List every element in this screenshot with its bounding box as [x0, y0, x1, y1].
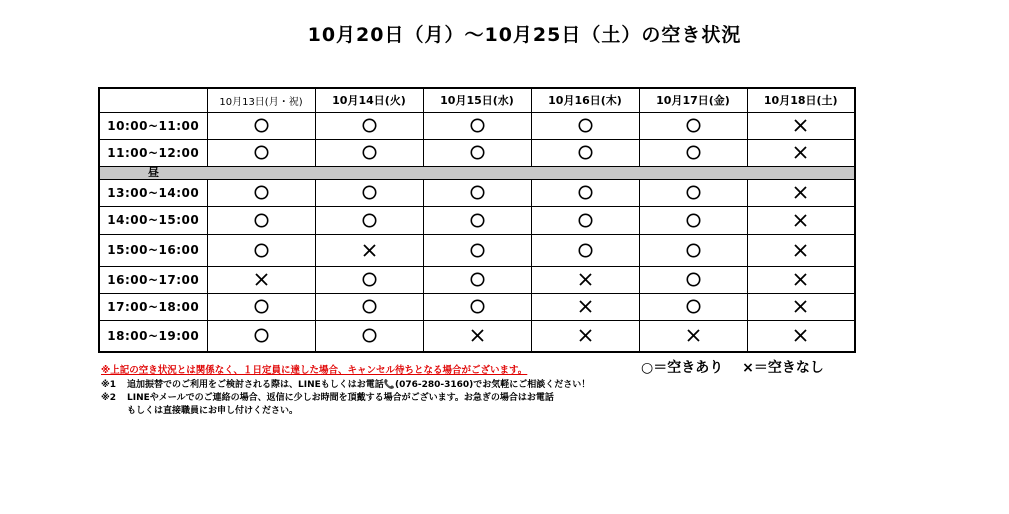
available-mark-icon — [254, 213, 269, 228]
availability-cell — [747, 320, 855, 352]
availability-cell — [747, 266, 855, 293]
availability-cell — [639, 320, 747, 352]
unavailable-mark-icon — [470, 328, 485, 343]
availability-cell — [531, 179, 639, 206]
lunch-break-bar — [207, 166, 855, 179]
availability-cell — [747, 206, 855, 234]
time-slot-row — [99, 293, 855, 320]
availability-cell — [423, 266, 531, 293]
time-slot-row — [99, 179, 855, 206]
page-title: 10月20日（月）～10月25日（土）の空き状況 — [307, 24, 742, 46]
footnote-2-continued: もしくは直接職員にお申し付けください。 — [127, 406, 299, 416]
availability-cell — [531, 234, 639, 266]
availability-table — [98, 87, 856, 353]
unavailable-mark-icon — [793, 118, 808, 133]
legend-full: ×＝空きなし — [742, 360, 824, 376]
available-mark-icon — [686, 272, 701, 287]
available-mark-icon — [470, 299, 485, 314]
availability-cell — [207, 293, 315, 320]
footnote-key: ※2 — [101, 393, 117, 403]
availability-cell — [315, 139, 423, 166]
availability-cell — [531, 139, 639, 166]
availability-cell — [423, 234, 531, 266]
time-slot-label: 14:00~15:00 — [99, 206, 207, 234]
availability-cell — [315, 179, 423, 206]
footnote-key: ※1 — [101, 380, 117, 390]
availability-cell — [315, 206, 423, 234]
time-slot-label: 13:00~14:00 — [99, 179, 207, 206]
available-mark-icon — [686, 185, 701, 200]
availability-cell — [639, 206, 747, 234]
time-slot-row — [99, 266, 855, 293]
unavailable-mark-icon — [793, 243, 808, 258]
time-slot-row — [99, 320, 855, 352]
availability-cell — [639, 179, 747, 206]
time-slot-row — [99, 234, 855, 266]
availability-cell — [423, 139, 531, 166]
available-mark-icon — [470, 243, 485, 258]
availability-cell — [207, 234, 315, 266]
available-mark-icon — [254, 328, 269, 343]
footnote-1 — [101, 379, 590, 392]
header-corner-cell — [99, 88, 207, 112]
day-header: 10月17日(金) — [639, 88, 747, 112]
day-header: 10月15日(水) — [423, 88, 531, 112]
available-mark-icon — [362, 272, 377, 287]
time-slot-label: 15:00~16:00 — [99, 234, 207, 266]
lunch-label: 昼 — [99, 166, 207, 179]
availability-cell — [747, 234, 855, 266]
availability-cell — [315, 112, 423, 139]
availability-cell — [207, 139, 315, 166]
time-slot-label: 16:00~17:00 — [99, 266, 207, 293]
available-mark-icon — [686, 299, 701, 314]
availability-cell — [423, 320, 531, 352]
availability-cell — [639, 112, 747, 139]
availability-cell — [207, 206, 315, 234]
unavailable-mark-icon — [578, 299, 593, 314]
available-mark-icon — [362, 299, 377, 314]
availability-cell — [531, 206, 639, 234]
unavailable-mark-icon — [793, 185, 808, 200]
available-mark-icon — [686, 145, 701, 160]
footnote-2 — [101, 392, 590, 405]
availability-cell — [315, 266, 423, 293]
unavailable-mark-icon — [578, 272, 593, 287]
legend-open: ○＝空きあり — [641, 360, 724, 376]
available-mark-icon — [578, 213, 593, 228]
available-mark-icon — [254, 145, 269, 160]
lunch-break-row — [99, 166, 855, 179]
availability-cell — [531, 266, 639, 293]
availability-cell — [747, 112, 855, 139]
available-mark-icon — [254, 185, 269, 200]
availability-cell — [423, 179, 531, 206]
availability-cell — [531, 112, 639, 139]
unavailable-mark-icon — [578, 328, 593, 343]
available-mark-icon — [578, 243, 593, 258]
availability-cell — [747, 179, 855, 206]
time-slot-row — [99, 206, 855, 234]
available-mark-icon — [362, 328, 377, 343]
unavailable-mark-icon — [362, 243, 377, 258]
legend — [641, 357, 838, 377]
unavailable-mark-icon — [686, 328, 701, 343]
capacity-notice: ※上記の空き状況とは関係なく、１日定員に達した場合、キャンセル待ちとなる場合がございます。 — [101, 365, 528, 376]
unavailable-mark-icon — [793, 272, 808, 287]
availability-cell — [639, 293, 747, 320]
availability-cell — [639, 266, 747, 293]
available-mark-icon — [254, 299, 269, 314]
available-mark-icon — [578, 118, 593, 133]
day-header: 10月13日(月・祝) — [207, 88, 315, 112]
availability-cell — [315, 234, 423, 266]
availability-cell — [207, 179, 315, 206]
available-mark-icon — [686, 243, 701, 258]
footnote-text: 追加振替でのご利用をご検討される際は、LINEもしくはお電話📞(076-280-3160)でお気軽にご相談ください！ — [127, 380, 591, 390]
available-mark-icon — [470, 272, 485, 287]
unavailable-mark-icon — [793, 145, 808, 160]
available-mark-icon — [362, 185, 377, 200]
time-slot-label: 18:00~19:00 — [99, 320, 207, 352]
availability-cell — [639, 139, 747, 166]
availability-cell — [531, 293, 639, 320]
footnotes — [101, 379, 590, 418]
time-slot-label: 17:00~18:00 — [99, 293, 207, 320]
available-mark-icon — [254, 118, 269, 133]
available-mark-icon — [470, 213, 485, 228]
day-header: 10月14日(火) — [315, 88, 423, 112]
unavailable-mark-icon — [793, 213, 808, 228]
availability-cell — [747, 293, 855, 320]
unavailable-mark-icon — [254, 272, 269, 287]
availability-cell — [207, 266, 315, 293]
availability-cell — [531, 320, 639, 352]
availability-cell — [423, 293, 531, 320]
time-slot-row — [99, 139, 855, 166]
availability-cell — [315, 293, 423, 320]
availability-cell — [639, 234, 747, 266]
time-slot-label: 11:00~12:00 — [99, 139, 207, 166]
available-mark-icon — [362, 145, 377, 160]
available-mark-icon — [470, 145, 485, 160]
unavailable-mark-icon — [793, 328, 808, 343]
footnote-text: LINEやメールでのご連絡の場合、返信に少しお時間を頂戴する場合がございます。お急ぎの場合はお電話 — [127, 393, 554, 403]
availability-cell — [423, 112, 531, 139]
unavailable-mark-icon — [793, 299, 808, 314]
available-mark-icon — [254, 243, 269, 258]
available-mark-icon — [578, 145, 593, 160]
available-mark-icon — [362, 213, 377, 228]
available-mark-icon — [362, 118, 377, 133]
available-mark-icon — [470, 185, 485, 200]
available-mark-icon — [578, 185, 593, 200]
day-header: 10月16日(木) — [531, 88, 639, 112]
time-slot-row — [99, 112, 855, 139]
available-mark-icon — [686, 118, 701, 133]
availability-cell — [207, 320, 315, 352]
available-mark-icon — [686, 213, 701, 228]
day-header: 10月18日(土) — [747, 88, 855, 112]
time-slot-label: 10:00~11:00 — [99, 112, 207, 139]
header-row — [99, 88, 855, 112]
availability-cell — [207, 112, 315, 139]
availability-cell — [747, 139, 855, 166]
availability-cell — [315, 320, 423, 352]
availability-cell — [423, 206, 531, 234]
available-mark-icon — [470, 118, 485, 133]
